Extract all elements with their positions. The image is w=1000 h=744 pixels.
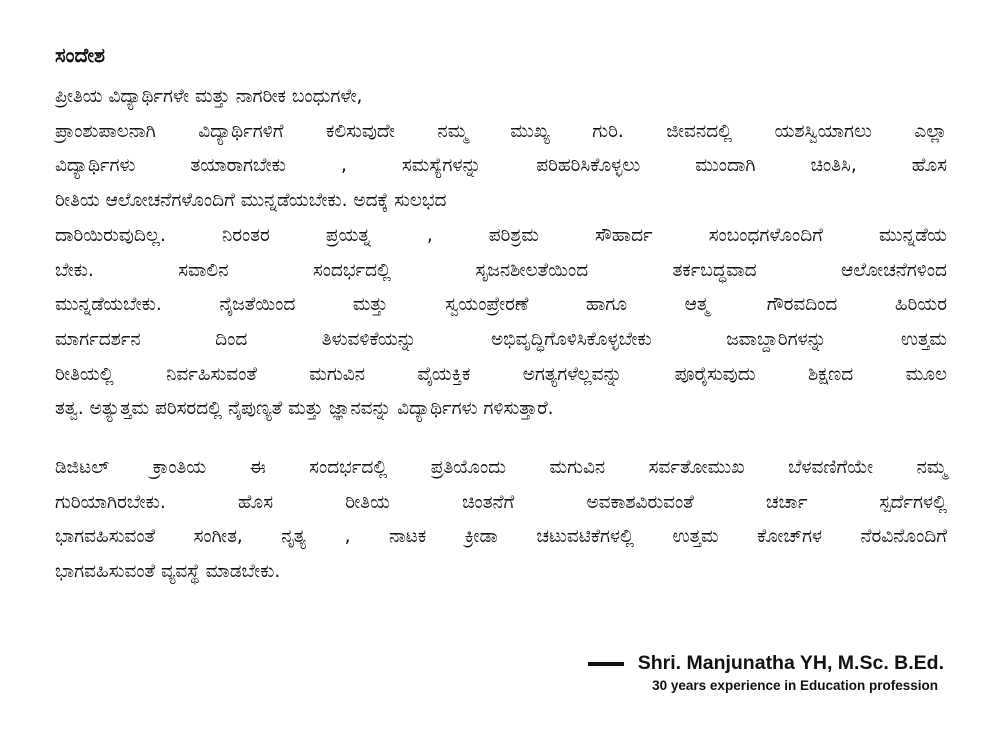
paragraph-1: [55, 80, 947, 427]
text-line: ಡಿಜಿಟಲ್ ಕ್ರಾಂತಿಯ ಈ ಸಂದರ್ಭದಲ್ಲಿ ಪ್ರತಿಯೊಂದು ಮಗುವಿನ ಸರ್ವತೋಮುಖ ಬೆಳವಣಿಗೆಯೇ ನಮ್ಮ: [55, 457, 947, 479]
text-line: ರೀತಿಯ ಆಲೋಚನೆಗಳೊಂದಿಗೆ ಮುನ್ನಡೆಯಬೇಕು. ಅದಕ್ಕೆ ಸುಲಭದ: [55, 190, 447, 212]
signature-block: [588, 652, 944, 693]
text-line: ದಾರಿಯಿರುವುದಿಲ್ಲ. ನಿರಂತರ ಪ್ರಯತ್ನ , ಪರಿಶ್ರಮ ಸೌಹಾರ್ದ ಸಂಬಂಧಗಳೊಂದಿಗೆ ಮುನ್ನಡೆಯ: [55, 224, 947, 246]
signature-row: [588, 652, 944, 675]
signature-dash: [588, 662, 624, 666]
text-line: ಭಾಗವಹಿಸುವಂತೆ ಸಂಗೀತ, ನೃತ್ಯ , ನಾಟಕ ಕ್ರೀಡಾ ಚಟುವಟಿಕೆಗಳಲ್ಲಿ ಉತ್ತಮ ಕೋಚ್‌ಗಳ ನೆರವಿನೊಂದಿಗೆ: [55, 526, 947, 548]
text-line: ಗುರಿಯಾಗಿರಬೇಕು. ಹೊಸ ರೀತಿಯ ಚಿಂತನೆಗೆ ಅವಕಾಶವಿರುವಂತೆ ಚರ್ಚಾ ಸ್ಪರ್ದೆಗಳಲ್ಲಿ: [55, 491, 947, 513]
paragraph-2: [55, 451, 947, 590]
text-line: ಮಾರ್ಗದರ್ಶನ ದಿಂದ ತಿಳುವಳಿಕೆಯನ್ನು ಅಭಿವೃದ್ಧಿಗೊಳಿಸಿಕೊಳ್ಳಬೇಕು ಜವಾಬ್ದಾರಿಗಳನ್ನು ಉತ್ತಮ: [55, 328, 947, 350]
message-heading: ಸಂದೇಶ: [55, 43, 105, 67]
text-line: ಪ್ರೀತಿಯ ವಿದ್ಯಾರ್ಥಿಗಳೇ ಮತ್ತು ನಾಗರೀಕ ಬಂಧುಗಳೇ,: [55, 86, 363, 107]
text-line: ರೀತಿಯಲ್ಲಿ ನಿರ್ವಹಿಸುವಂತೆ ಮಗುವಿನ ವೈಯಕ್ತಿಕ ಅಗತ್ಯಗಳೆಲ್ಲವನ್ನು ಪೂರೈಸುವುದು ಶಿಕ್ಷಣದ ಮೂಲ: [55, 363, 947, 385]
text-line: ಭಾಗವಹಿಸುವಂತೆ ವ್ಯವಸ್ಥೆ ಮಾಡಬೇಕು.: [55, 561, 281, 583]
text-line: ಪ್ರಾಂಶುಪಾಲನಾಗಿ ವಿದ್ಯಾರ್ಥಿಗಳಿಗೆ ಕಲಿಸುವುದೇ ನಮ್ಮ ಮುಖ್ಯ ಗುರಿ. ಜೀವನದಲ್ಲಿ ಯಶಸ್ವಿಯಾಗಲು ಎಲ್ಲಾ: [55, 120, 947, 142]
text-line: ವಿದ್ಯಾರ್ಥಿಗಳು ತಯಾರಾಗಬೇಕು , ಸಮಸ್ಯೆಗಳನ್ನು ಪರಿಹರಿಸಿಕೊಳ್ಳಲು ಮುಂದಾಗಿ ಚಿಂತಿಸಿ, ಹೊಸ: [55, 155, 947, 177]
paragraph-gap: [55, 427, 947, 451]
text-line: ಮುನ್ನಡೆಯಬೇಕು. ನೈಜತೆಯಿಂದ ಮತ್ತು ಸ್ವಯಂಪ್ರೇರಣೆ ಹಾಗೂ ಆತ್ಮ ಗೌರವದಿಂದ ಹಿರಿಯರ: [55, 294, 947, 316]
signature-subtitle: 30 years experience in Education profession: [652, 678, 938, 693]
text-line: ತತ್ವ. ಅತ್ಯುತ್ತಮ ಪರಿಸರದಲ್ಲಿ ನೈಪುಣ್ಯತೆ ಮತ್ತು ಜ್ಞಾನವನ್ನು ವಿದ್ಯಾರ್ಥಿಗಳು ಗಳಿಸುತ್ತಾರೆ.: [55, 398, 554, 420]
message-body: [55, 40, 947, 590]
text-line: ಬೇಕು. ಸವಾಲಿನ ಸಂದರ್ಭದಲ್ಲಿ ಸೃಜನಶೀಲತೆಯಿಂದ ತರ್ಕಬದ್ಧವಾದ ಆಲೋಚನೆಗಳಿಂದ: [55, 259, 947, 281]
signature-name: Shri. Manjunatha YH, M.Sc. B.Ed.: [637, 652, 944, 674]
